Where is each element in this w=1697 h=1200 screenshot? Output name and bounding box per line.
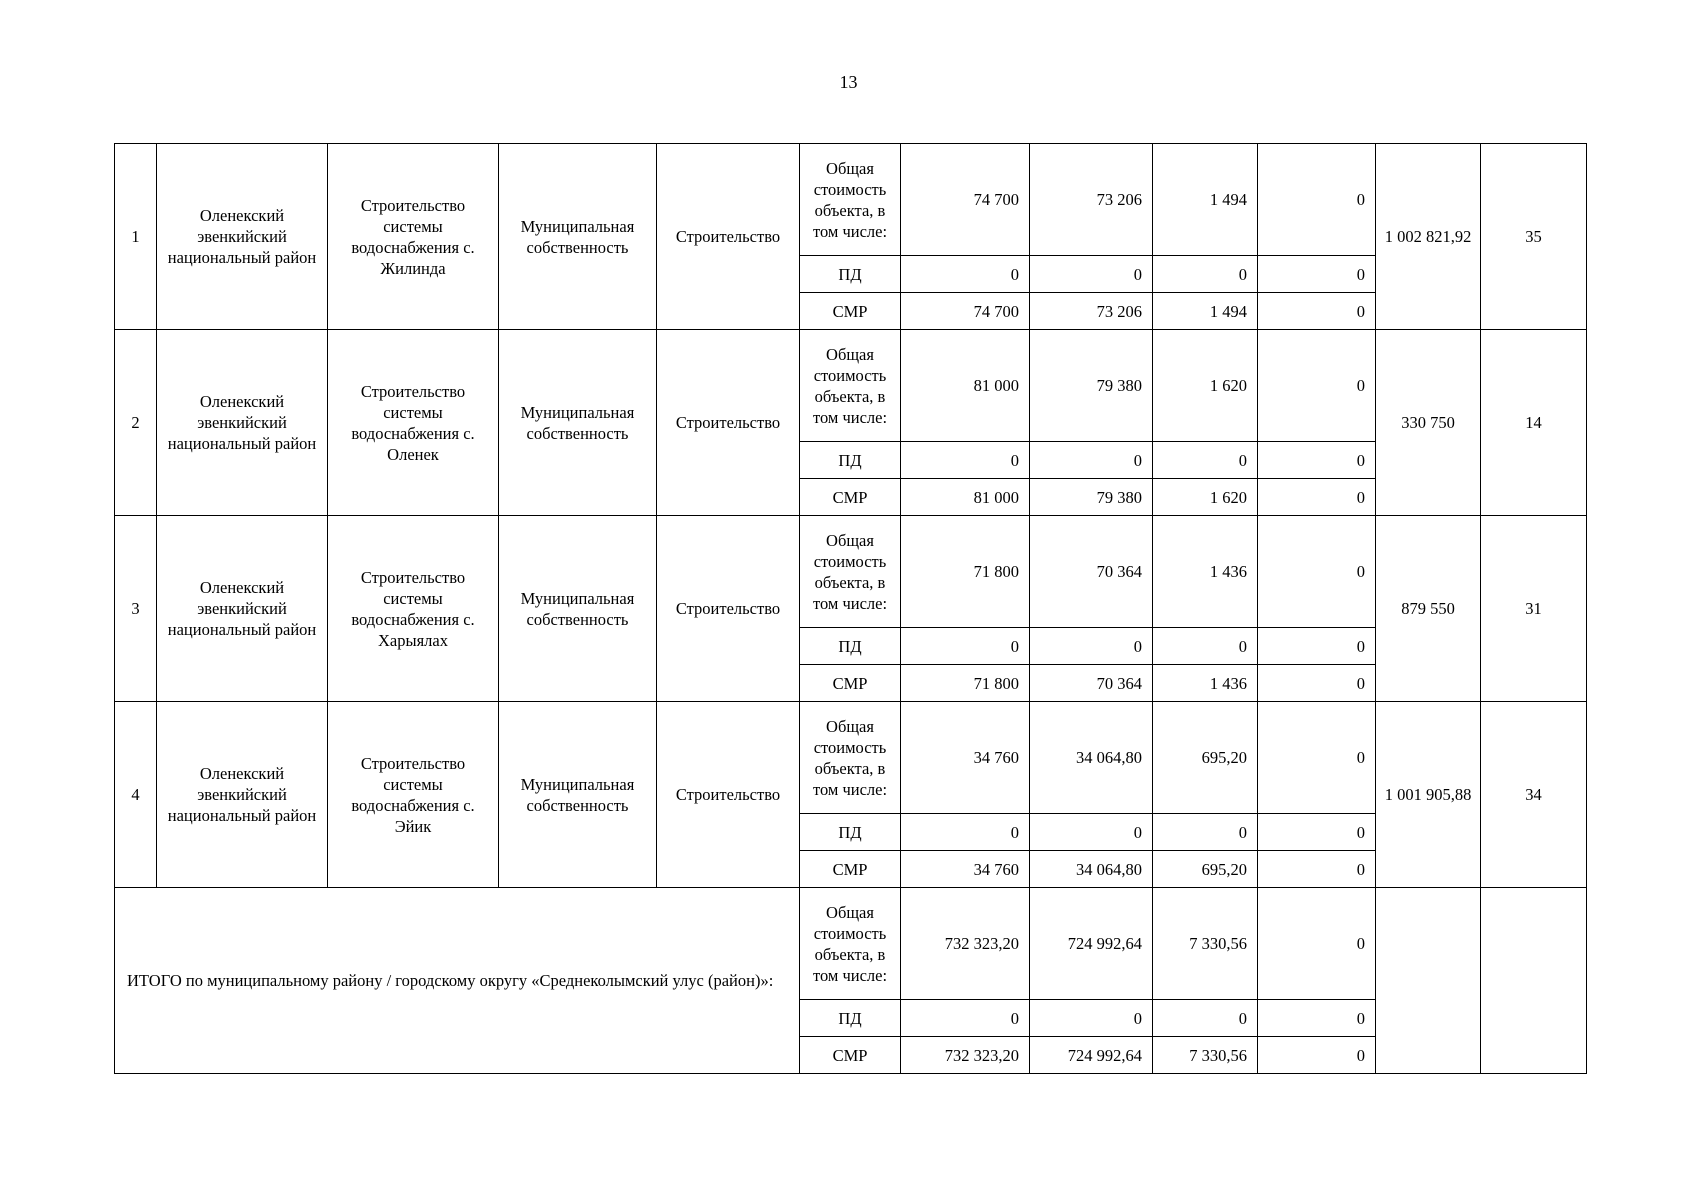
table-row — [115, 144, 1587, 256]
total-cost-value: 81 000 — [901, 330, 1030, 442]
pd-value: 0 — [1153, 1000, 1258, 1037]
pd-value: 0 — [1153, 814, 1258, 851]
total-cost-value: 73 206 — [1030, 144, 1153, 256]
smr-value: 732 323,20 — [901, 1037, 1030, 1074]
row-number: 3 — [115, 516, 157, 702]
pd-value: 0 — [1153, 628, 1258, 665]
amount-cell: 1 002 821,92 — [1376, 144, 1481, 330]
ownership-cell: Муниципальная собственность — [499, 144, 657, 330]
object-cell: Строительство системы водоснабжения с. Жилинда — [328, 144, 499, 330]
smr-label: СМР — [800, 1037, 901, 1074]
pd-value: 0 — [1153, 256, 1258, 293]
total-cost-value: 732 323,20 — [901, 888, 1030, 1000]
smr-label: СМР — [800, 479, 901, 516]
total-cost-value: 7 330,56 — [1153, 888, 1258, 1000]
pd-value: 0 — [1258, 814, 1376, 851]
total-cost-value: 34 064,80 — [1030, 702, 1153, 814]
pd-value: 0 — [1258, 442, 1376, 479]
budget-table — [114, 143, 1587, 1074]
smr-value: 79 380 — [1030, 479, 1153, 516]
district-cell: Оленекский эвенкийский национальный район — [157, 516, 328, 702]
object-cell: Строительство системы водоснабжения с. Эйик — [328, 702, 499, 888]
total-cost-value: 695,20 — [1153, 702, 1258, 814]
total-cost-value: 74 700 — [901, 144, 1030, 256]
smr-value: 73 206 — [1030, 293, 1153, 330]
pd-value: 0 — [901, 628, 1030, 665]
table-row — [115, 330, 1587, 442]
work-type-cell: Строительство — [657, 144, 800, 330]
table-row — [115, 516, 1587, 628]
pd-value: 0 — [901, 1000, 1030, 1037]
total-cost-value: 724 992,64 — [1030, 888, 1153, 1000]
pd-label: ПД — [800, 1000, 901, 1037]
smr-value: 695,20 — [1153, 851, 1258, 888]
total-cost-value: 79 380 — [1030, 330, 1153, 442]
pd-label: ПД — [800, 628, 901, 665]
smr-value: 0 — [1258, 665, 1376, 702]
count-cell: 35 — [1481, 144, 1587, 330]
row-number: 1 — [115, 144, 157, 330]
pd-value: 0 — [1030, 1000, 1153, 1037]
smr-value: 0 — [1258, 479, 1376, 516]
row-number: 4 — [115, 702, 157, 888]
work-type-cell: Строительство — [657, 516, 800, 702]
total-cost-value: 70 364 — [1030, 516, 1153, 628]
total-cost-label: Общая стоимость объекта, в том числе: — [800, 144, 901, 256]
pd-value: 0 — [901, 442, 1030, 479]
amount-cell: 1 001 905,88 — [1376, 702, 1481, 888]
smr-value: 70 364 — [1030, 665, 1153, 702]
page-number: 13 — [839, 72, 858, 92]
summary-row — [115, 888, 1587, 1000]
total-cost-value: 1 620 — [1153, 330, 1258, 442]
pd-label: ПД — [800, 256, 901, 293]
work-type-cell: Строительство — [657, 330, 800, 516]
smr-label: СМР — [800, 665, 901, 702]
total-cost-value: 0 — [1258, 702, 1376, 814]
district-cell: Оленекский эвенкийский национальный район — [157, 702, 328, 888]
pd-value: 0 — [901, 256, 1030, 293]
smr-value: 7 330,56 — [1153, 1037, 1258, 1074]
pd-value: 0 — [1258, 628, 1376, 665]
smr-value: 0 — [1258, 293, 1376, 330]
smr-value: 724 992,64 — [1030, 1037, 1153, 1074]
smr-value: 0 — [1258, 851, 1376, 888]
count-cell: 14 — [1481, 330, 1587, 516]
total-cost-value: 0 — [1258, 888, 1376, 1000]
amount-cell: 330 750 — [1376, 330, 1481, 516]
summary-count-cell — [1481, 888, 1587, 1074]
total-cost-value: 34 760 — [901, 702, 1030, 814]
total-cost-value: 71 800 — [901, 516, 1030, 628]
smr-value: 81 000 — [901, 479, 1030, 516]
smr-value: 71 800 — [901, 665, 1030, 702]
pd-value: 0 — [1030, 256, 1153, 293]
pd-value: 0 — [1030, 442, 1153, 479]
pd-value: 0 — [1030, 628, 1153, 665]
smr-label: СМР — [800, 293, 901, 330]
total-cost-label: Общая стоимость объекта, в том числе: — [800, 330, 901, 442]
ownership-cell: Муниципальная собственность — [499, 330, 657, 516]
smr-label: СМР — [800, 851, 901, 888]
table-row — [115, 702, 1587, 814]
pd-value: 0 — [1030, 814, 1153, 851]
total-cost-value: 0 — [1258, 516, 1376, 628]
total-cost-label: Общая стоимость объекта, в том числе: — [800, 888, 901, 1000]
pd-label: ПД — [800, 442, 901, 479]
total-cost-label: Общая стоимость объекта, в том числе: — [800, 702, 901, 814]
total-cost-value: 1 436 — [1153, 516, 1258, 628]
object-cell: Строительство системы водоснабжения с. Харыялах — [328, 516, 499, 702]
ownership-cell: Муниципальная собственность — [499, 516, 657, 702]
row-number: 2 — [115, 330, 157, 516]
pd-value: 0 — [901, 814, 1030, 851]
summary-label: ИТОГО по муниципальному району / городскому округу «Среднеколымский улус (район)»: — [115, 888, 800, 1074]
smr-value: 1 494 — [1153, 293, 1258, 330]
object-cell: Строительство системы водоснабжения с. Оленек — [328, 330, 499, 516]
count-cell: 34 — [1481, 702, 1587, 888]
amount-cell: 879 550 — [1376, 516, 1481, 702]
smr-value: 74 700 — [901, 293, 1030, 330]
smr-value: 1 436 — [1153, 665, 1258, 702]
summary-amount-cell — [1376, 888, 1481, 1074]
smr-value: 1 620 — [1153, 479, 1258, 516]
pd-value: 0 — [1153, 442, 1258, 479]
total-cost-value: 0 — [1258, 330, 1376, 442]
total-cost-value: 1 494 — [1153, 144, 1258, 256]
pd-value: 0 — [1258, 1000, 1376, 1037]
smr-value: 34 760 — [901, 851, 1030, 888]
ownership-cell: Муниципальная собственность — [499, 702, 657, 888]
pd-value: 0 — [1258, 256, 1376, 293]
work-type-cell: Строительство — [657, 702, 800, 888]
district-cell: Оленекский эвенкийский национальный район — [157, 144, 328, 330]
count-cell: 31 — [1481, 516, 1587, 702]
total-cost-label: Общая стоимость объекта, в том числе: — [800, 516, 901, 628]
smr-value: 34 064,80 — [1030, 851, 1153, 888]
district-cell: Оленекский эвенкийский национальный район — [157, 330, 328, 516]
pd-label: ПД — [800, 814, 901, 851]
smr-value: 0 — [1258, 1037, 1376, 1074]
total-cost-value: 0 — [1258, 144, 1376, 256]
